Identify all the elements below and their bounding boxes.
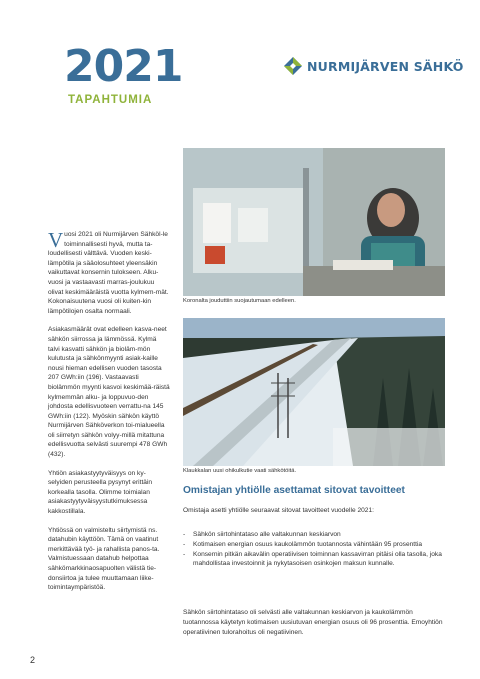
- paragraph: Asiakasmäärät ovat edelleen kasva-neet sähkön siirrossa ja lämmössä. Kylmä talvi kasvatti sähkön ja bioläm-mön kulutusta ja sähkönmyynti asiak-kaille nousi hieman edellisen vuoden tasosta 207 GWh:iin (196). Vastaavasti biolämmön myynti kasvoi keskimää-räistä kylmemmän alku- ja loppuvuo-den johdosta edellisvuoteen verrattu-na 145 GWh:iin (122). Myöskin sähkön käyttö Nurmijärven Sähköverkon toi-mialueella oli siirretyn sähkön volyy-millä mitattuna edellisvuotta selvästi suurempi 478 GWh (432).: [48, 326, 170, 459]
- list-item: - Kotimaisen energian osuus kaukolämmön tuotannosta vähintään 95 prosenttia: [183, 540, 448, 550]
- logo-text: NURMIJÄRVEN SÄHKÖ: [307, 58, 464, 74]
- year-heading: 2021: [64, 41, 183, 92]
- paragraph: [48, 230, 170, 316]
- list-item: - Sähkön siirtohintataso alle valtakunnan keskiarvon: [183, 530, 448, 540]
- page-number: 2: [30, 655, 36, 665]
- paragraph-text: uosi 2021 oli Nurmijärven Sähköl-le toiminnallisesti hyvä, mutta ta-loudellisesti välttävä. Vuoden keski-lämpötila ja sääolosuhteet yleensäkin vaikuttavat konsernin tulokseen. Alku-vuosi ja vastaavasti marras-joulukuu olivat keskimääräistä vuotta kylmem-mät. Kokonaisuutena vuosi oli kuiten-kin lämpötilojen osalta normaali.: [48, 231, 169, 315]
- section-heading: Omistajan yhtiölle asettamat sitovat tavoitteet: [183, 485, 405, 496]
- photo-caption: Koronalta jouduttiin suojautumaan edelleen.: [183, 298, 296, 304]
- dropcap: V: [48, 228, 64, 252]
- photo-caption: Klaukkalan uusi ohikulkutie vaati sähkötöitä.: [183, 468, 297, 474]
- photo-bypass-road: [183, 318, 445, 466]
- section-closing: Sähkön siirtohintataso oli selvästi alle valtakunnan keskiarvon ja kaukolämmön tuotannossa käytetyn kotimaisen uusiutuvan energian osuus oli 96 prosenttia. Emoyhtiön operatiivinen tulorahoitus oli negatiivinen.: [183, 609, 443, 636]
- logo-icon: [283, 56, 303, 76]
- company-logo: [283, 56, 464, 76]
- section-intro: Omistaja asetti yhtiölle seuraavat sitovat tavoitteet vuodelle 2021:: [183, 507, 374, 514]
- left-column: [48, 230, 170, 602]
- goals-list: [183, 530, 448, 569]
- photo-customer-service-desk: [183, 148, 445, 296]
- paragraph: Yhtiön asiakastyytyväisyys on ky-selyiden perusteella pysynyt erittäin korkealla tasolla. Olimme toimialan asiakastyytyväisyystutkimuksessa kakkostillala.: [48, 469, 153, 516]
- paragraph: Yhtiössä on valmisteltu siirtymistä ns. datahubin käyttöön. Tämä on vaatinut merkittävää työ- ja rahallista panos-ta. Valmistuessaan datahub helpottaa sähkömarkkinaosapuolten välistä tie-donsiirtoa ja tulee muuttamaan liike-toimintaympäristöä.: [48, 526, 160, 592]
- list-item: - Konsernin pitkän aikavälin operatiivisen toiminnan kassavirran pitäisi olla tasolla, joka mahdollistaa investoinnit ja nykytasoisen osinkojen maksun kunnalle.: [183, 550, 448, 570]
- section-subtitle: TAPAHTUMIA: [68, 94, 153, 106]
